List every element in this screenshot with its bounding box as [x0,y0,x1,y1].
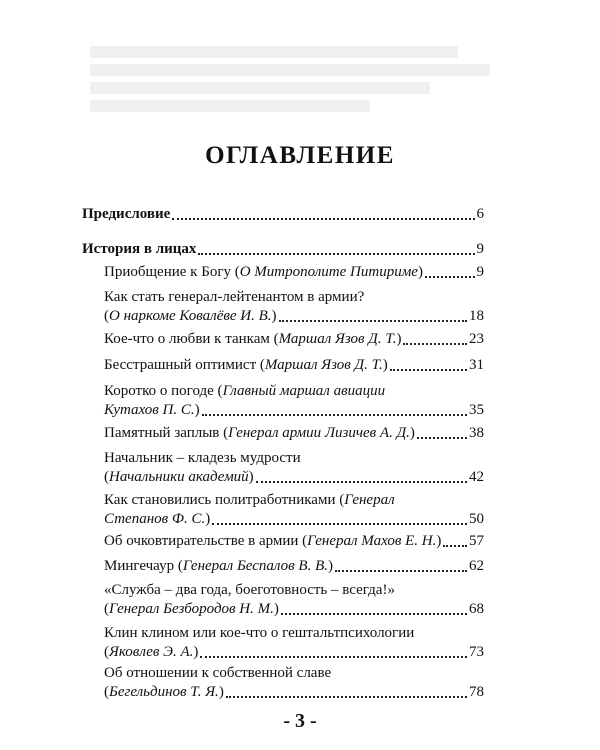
entry-title: Как стать генерал-лейтенантом в армии? [104,289,365,305]
entry-close: ) [218,684,224,700]
entry-title: Предисловие [82,206,171,222]
toc-entry[interactable] [104,330,484,349]
entry-close: ) [194,402,200,418]
entry-page: 42 [469,469,484,485]
entry-title [104,330,401,349]
entry-title-line2 [104,600,279,619]
entry-page: 35 [469,402,484,418]
entry-text: Приобщение к Богу ( [104,264,240,280]
entry-subject: Генерал Махов Е. Н. [307,533,437,549]
leader-dots [172,218,474,220]
leader-dots [281,613,467,615]
toc-entry[interactable] [104,356,484,375]
entry-subject: Генерал [344,492,395,508]
entry-title-line2 [104,468,254,487]
entry-text: Об очковтирательстве в армии ( [104,533,308,549]
leader-dots [212,523,467,525]
toc-entry-preface[interactable] [82,205,484,224]
entry-close: ) [382,357,388,373]
leader-dots [279,320,467,322]
page-title: ОГЛАВЛЕНИЕ [205,142,395,169]
entry-close: ) [205,511,211,527]
entry-close: ) [248,469,254,485]
leader-dots [256,481,467,483]
entry-title [104,356,388,375]
entry-text: Кое-что о любви к танкам ( [104,331,279,347]
entry-open: ( [104,469,109,485]
entry-subject: О наркоме Ковалёве И. В. [109,308,272,324]
entry-close: ) [436,533,442,549]
entry-text: Мингечаур ( [104,558,183,574]
leader-dots [443,545,467,547]
entry-title [104,532,441,551]
entry-title-line2 [104,307,277,326]
entry-subject: О Митрополите Питириме [239,264,418,280]
entry-subject: Начальники академий [109,469,249,485]
leader-dots [425,276,475,278]
entry-subject: Кутахов П. С. [104,402,195,418]
entry-page: 23 [469,331,484,347]
entry-subject: Главный маршал авиации [222,383,386,399]
page-number: - 3 - [283,710,317,732]
leader-dots [335,570,467,572]
entry-title-line2 [104,643,198,662]
toc-entry[interactable] [104,581,484,619]
entry-page: 9 [476,264,484,280]
toc-entry[interactable] [104,382,484,420]
entry-title: История в лицах [82,241,197,257]
toc-entry[interactable] [104,624,484,662]
entry-title-line2 [104,683,224,702]
toc-entry[interactable] [104,288,484,326]
entry-close: ) [396,331,402,347]
entry-subject: Маршал Язов Д. Т. [264,357,383,373]
entry-close: ) [328,558,333,574]
entry-title [104,263,423,282]
entry-page: 18 [469,308,484,324]
leader-dots [417,437,467,439]
entry-text: Памятный заплыв ( [104,425,229,441]
leader-dots [403,343,467,345]
entry-text: Бесстрашный оптимист ( [104,357,265,373]
entry-title: Начальник – кладезь мудрости [104,450,301,466]
entry-page: 6 [476,206,484,222]
leader-dots [390,369,467,371]
toc-entry[interactable] [104,664,484,702]
entry-subject: Маршал Язов Д. Т. [278,331,397,347]
entry-close: ) [409,425,415,441]
toc-entry[interactable] [104,557,484,576]
entry-title [104,491,484,510]
entry-page: 9 [476,241,484,257]
toc-entry[interactable] [104,449,484,487]
toc-entry-section[interactable] [82,240,484,259]
entry-open: ( [104,601,109,617]
toc-entry[interactable] [104,491,484,529]
entry-close: ) [273,601,279,617]
entry-subject: Степанов Ф. С. [104,511,206,527]
entry-text: Коротко о погоде ( [104,383,223,399]
toc-entry[interactable] [104,263,484,282]
entry-subject: Генерал армии Лизичев А. Д. [228,425,410,441]
toc-entry[interactable] [104,424,484,443]
entry-page: 78 [469,684,484,700]
toc-entry[interactable] [104,532,484,551]
entry-open: ( [104,308,109,324]
entry-title [104,557,333,576]
entry-close: ) [417,264,423,280]
entry-page: 73 [469,644,484,660]
entry-page: 62 [469,558,484,574]
leader-dots [202,414,467,416]
entry-title [104,424,415,443]
entry-page: 38 [469,425,484,441]
entry-page: 50 [469,511,484,527]
entry-title-line2 [104,401,200,420]
entry-subject: Яковлев Э. А. [109,644,194,660]
entry-subject: Бегельдинов Т. Я. [109,684,219,700]
leader-dots [226,696,467,698]
entry-title [104,382,484,401]
entry-close: ) [193,644,199,660]
entry-open: ( [104,644,109,660]
entry-text: Как становились политработниками ( [104,492,345,508]
entry-subject: Генерал Безбородов Н. М. [109,601,274,617]
entry-page: 68 [469,601,484,617]
entry-close: ) [271,308,277,324]
leader-dots [200,656,467,658]
entry-subject: Генерал Беспалов В. В. [182,558,328,574]
entry-title: Клин клином или кое-что о гештальтпсихологии [104,625,415,641]
entry-page: 57 [469,533,484,549]
entry-open: ( [104,684,109,700]
entry-page: 31 [469,357,484,373]
entry-title: Об отношении к собственной славе [104,665,332,681]
entry-title: «Служба – два года, боеготовность – всегда!» [104,582,395,598]
entry-title-line2 [104,510,210,529]
leader-dots [198,253,474,255]
